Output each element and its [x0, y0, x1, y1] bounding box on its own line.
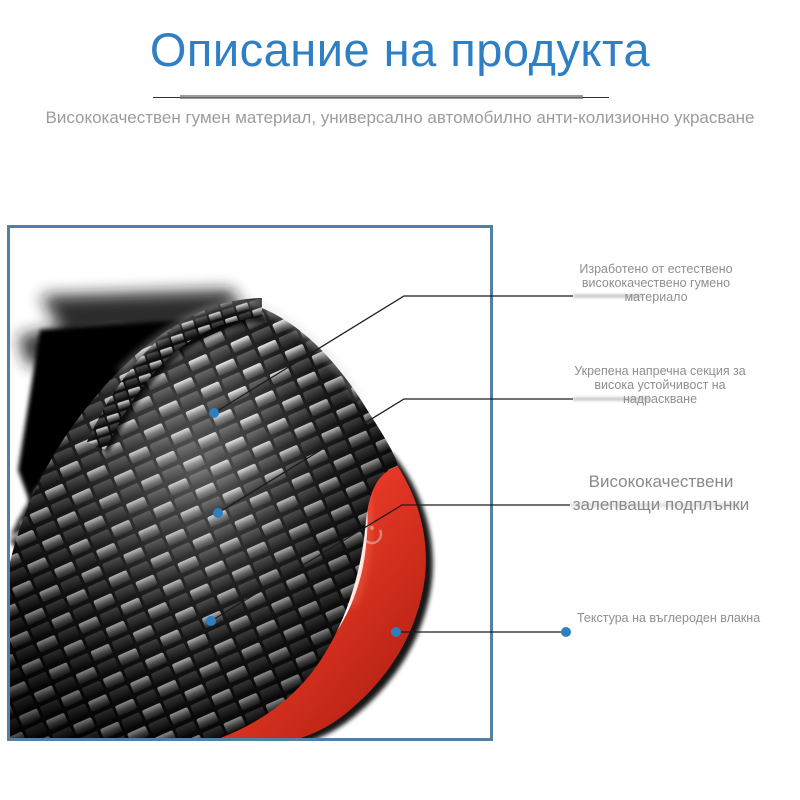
product-photo — [10, 228, 490, 738]
product-photo-panel — [7, 225, 493, 741]
callout-label-line: залепващи подплънки — [572, 495, 750, 514]
callout-label-line: Изработено от естествено — [579, 262, 733, 276]
callout-label-line: Текстура на въглероден влакна — [577, 611, 761, 625]
page-title: Описание на продукта — [149, 23, 651, 76]
callout-label-line: материало — [624, 290, 688, 304]
page-subtitle: Висококачествен гумен материал, универсално автомобилно анти-колизионно украсване — [45, 108, 755, 127]
callout-label-line: Висококачествени — [588, 472, 734, 491]
callout-label-line: висококачествено гумено — [581, 276, 731, 290]
callout-label-line: надраскване — [622, 392, 698, 406]
callout-label-adhesive — [543, 470, 779, 516]
callout-label-cross-section — [538, 364, 782, 406]
callout-label-texture — [577, 611, 797, 625]
title-divider-accent — [180, 95, 583, 99]
callout-label-line: Укрепена напречна секция за — [574, 364, 746, 378]
callout-label-line: висока устойчивост на — [594, 378, 726, 392]
callout-dot-texture-end — [561, 627, 571, 637]
callout-label-material — [540, 262, 772, 304]
